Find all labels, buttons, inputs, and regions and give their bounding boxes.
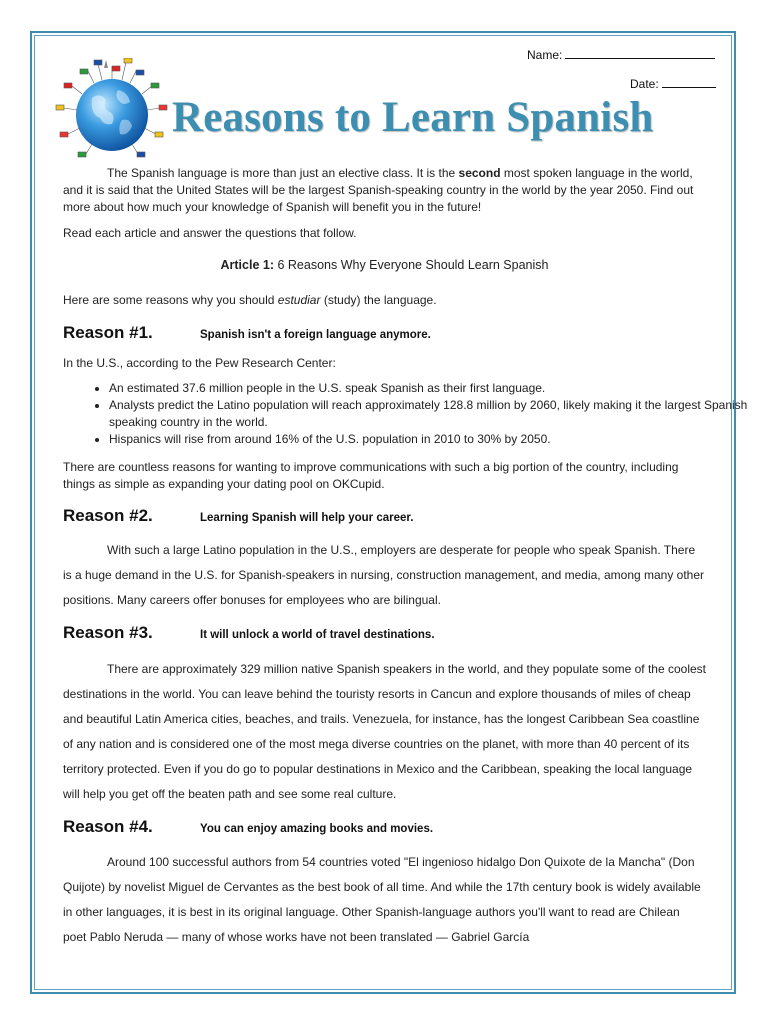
- reason-title: You can enjoy amazing books and movies.: [200, 823, 434, 835]
- reason-number: Reason #2.: [63, 506, 153, 525]
- reason-4-heading: [63, 817, 433, 837]
- intro-paragraph: The Spanish language is more than just an elective class. It is the second most spoken language in the world, and it is said that the United States will be the largest Spanish-speaking country in the world by the year 2050. Find out more about how much your knowledge of Spanish will benefit you in the future!: [63, 166, 694, 214]
- reason-1-bullet-list: [63, 380, 754, 448]
- date-label: Date:: [630, 77, 659, 91]
- reason-1-lead: In the U.S., according to the Pew Research Center:: [63, 356, 336, 370]
- reason-1-heading: [63, 323, 431, 343]
- reason-4-body: Around 100 successful authors from 54 countries voted "El ingenioso hidalgo Don Quixote de la Mancha" (Don Quijote) by novelist Miguel de Cervantes as the best book of all time. And while the 17th century book is widely available in other languages, it is best in its original language. Other Spanish-language authors you'll want to read are Chilean poet Pablo Neruda — many of whose works have not been translated — Gabriel García: [63, 855, 701, 944]
- date-blank-line[interactable]: [662, 76, 716, 88]
- reasons-intro-text: Here are some reasons why you should estudiar (study) the language.: [63, 293, 437, 307]
- page-title: Reasons to Learn Spanish: [172, 94, 654, 141]
- reason-title: It will unlock a world of travel destinations.: [200, 629, 435, 641]
- date-field: [630, 76, 716, 91]
- globe-flags-icon: [52, 58, 172, 160]
- name-blank-line[interactable]: [565, 47, 715, 59]
- article-title: Article 1: 6 Reasons Why Everyone Should Learn Spanish: [220, 258, 549, 272]
- reason-2-heading: [63, 506, 413, 526]
- list-item: • Analysts predict the Latino population will reach approximately 128.8 million by 2060, likely making it the largest Spanish speaking country in the world.: [109, 397, 754, 431]
- instructions-text: Read each article and answer the questions that follow.: [63, 226, 357, 240]
- reason-title: Spanish isn't a foreign language anymore.: [200, 329, 431, 341]
- list-item: • An estimated 37.6 million people in the U.S. speak Spanish as their first language.: [109, 380, 754, 397]
- reason-number: Reason #1.: [63, 323, 153, 342]
- reason-number: Reason #3.: [63, 623, 153, 642]
- reason-3-body: There are approximately 329 million native Spanish speakers in the world, and they populate some of the coolest destinations in the world. You can leave behind the touristy resorts in Cancun and explore thousands of miles of cheap and beautiful Latin America cities, beaches, and trails. Venezuela, for instance, has the longest Caribbean Sea coastline of any nation and is considered one of the most mega diverse countries on the planet, with more than 40 percent of its territory protected. Even if you do go to popular destinations in Mexico and the Caribbean, speaking the local language will help you get off the beaten path and see some real culture.: [63, 662, 707, 801]
- reason-3-heading: [63, 623, 435, 643]
- name-field: [527, 47, 715, 62]
- reason-1-closing: There are countless reasons for wanting to improve communications with such a big portion of the country, including things as simple as expanding your dating pool on OKCupid.: [63, 460, 679, 491]
- reason-2-body: With such a large Latino population in the U.S., employers are desperate for people who speak Spanish. There is a huge demand in the U.S. for Spanish-speakers in nursing, construction management, and media, among many other positions. Many careers offer bonuses for employees who are bilingual.: [63, 543, 705, 607]
- list-item: • Hispanics will rise from around 16% of the U.S. population in 2010 to 30% by 2050.: [109, 431, 754, 448]
- name-label: Name:: [527, 48, 563, 62]
- reason-number: Reason #4.: [63, 817, 153, 836]
- reason-title: Learning Spanish will help your career.: [200, 512, 414, 524]
